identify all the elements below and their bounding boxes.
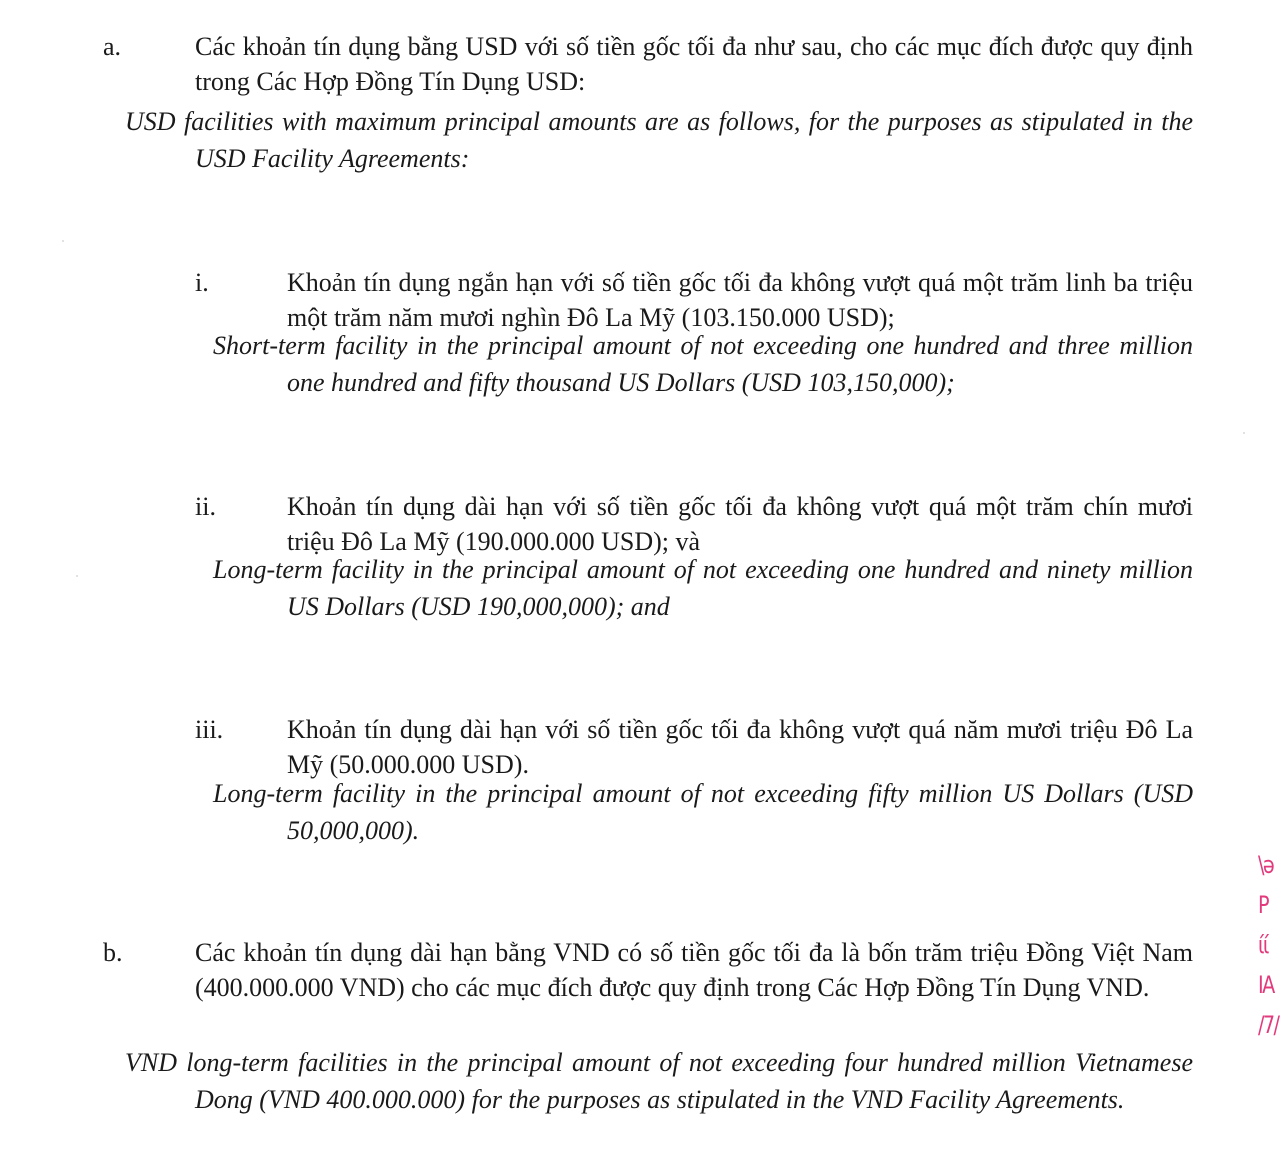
item-iii-english-text: Long-term facility in the principal amount of not exceeding fifty million US Dollars (USD 50,000,000).	[213, 779, 1193, 845]
clause-b-english-text: VND long-term facilities in the principal amount of not exceeding four hundred million Vietnamese Dong (VND 400.000.000) for the purposes as stipulated in the VND Facility Agreements.	[125, 1048, 1193, 1114]
stamp-fragment: \ə	[1258, 851, 1274, 879]
item-i-marker: i.	[195, 268, 209, 297]
item-iii-vietnamese-text: Khoản tín dụng dài hạn với số tiền gốc tối đa không vượt quá năm mươi triệu Đô La Mỹ (50.000.000 USD).	[287, 715, 1193, 779]
red-seal-stamp	[1258, 845, 1280, 1145]
item-i-vietnamese-text: Khoản tín dụng ngắn hạn với số tiền gốc tối đa không vượt quá một trăm linh ba triệu một trăm năm mươi nghìn Đô La Mỹ (103.150.000 USD);	[287, 268, 1193, 332]
item-ii-english-text: Long-term facility in the principal amount of not exceeding one hundred and ninety million US Dollars (USD 190,000,000); and	[213, 555, 1193, 621]
scan-speck	[62, 240, 64, 242]
item-ii-vietnamese-text: Khoản tín dụng dài hạn với số tiền gốc tối đa không vượt quá một trăm chín mươi triệu Đô La Mỹ (190.000.000 USD); và	[287, 492, 1193, 556]
stamp-fragment: /7/	[1258, 1011, 1279, 1039]
scan-speck	[76, 575, 78, 577]
clause-a-english-text: USD facilities with maximum principal amounts are as follows, for the purposes as stipulated in the USD Facility Agreements:	[125, 107, 1193, 173]
clause-a-vietnamese-text: Các khoản tín dụng bằng USD với số tiền gốc tối đa như sau, cho các mục đích được quy định trong Các Hợp Đồng Tín Dụng USD:	[195, 32, 1193, 96]
stamp-fragment: ίί	[1258, 931, 1268, 959]
item-ii-marker: ii.	[195, 492, 216, 521]
clause-a-marker: a.	[103, 32, 122, 61]
stamp-fragment: IA	[1258, 971, 1274, 999]
clause-b-marker: b.	[103, 938, 123, 967]
stamp-fragment: P	[1258, 891, 1268, 919]
clause-b-vietnamese-text: Các khoản tín dụng dài hạn bằng VND có số tiền gốc tối đa là bốn trăm triệu Đồng Việt Nam (400.000.000 VND) cho các mục đích được quy định trong Các Hợp Đồng Tín Dụng VND.	[195, 938, 1193, 1002]
item-i-english-text: Short-term facility in the principal amount of not exceeding one hundred and three million one hundred and fifty thousand US Dollars (USD 103,150,000);	[213, 331, 1193, 397]
scan-speck	[1243, 432, 1245, 434]
item-iii-marker: iii.	[195, 715, 224, 744]
